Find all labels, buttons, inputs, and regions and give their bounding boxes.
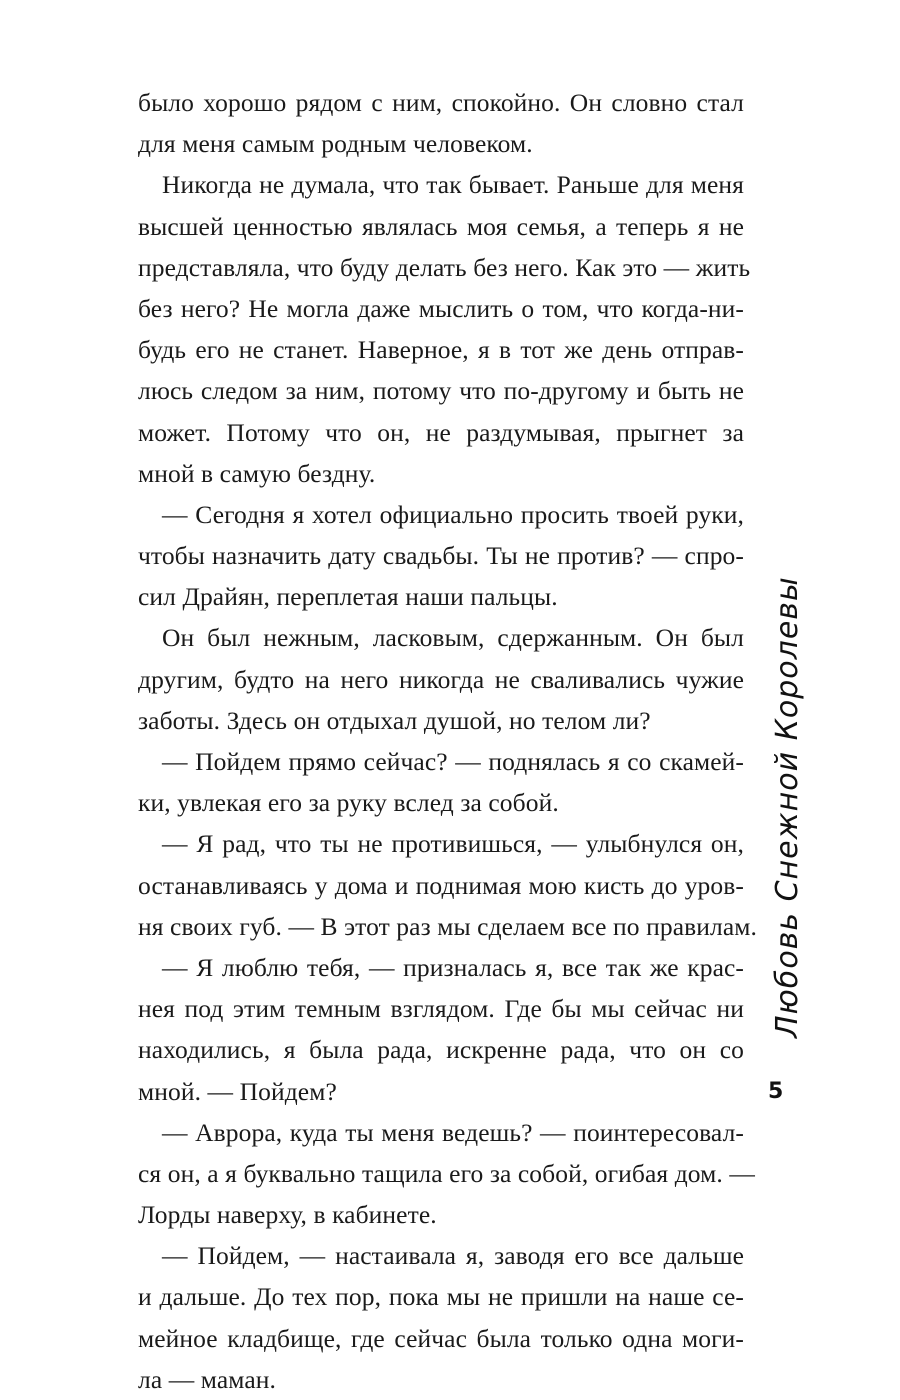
text-line: нея под этим темным взглядом. Где бы мы сейчас ни <box>138 994 744 1024</box>
text-line: другим, будто на него никогда не сваливались чужие <box>138 664 744 694</box>
text-line: — Аврора, куда ты меня ведешь? — поинтересовал- <box>162 1117 744 1147</box>
text-line: сил Драйян, переплетая наши пальцы. <box>138 582 558 612</box>
text-line: для меня самым родным человеком. <box>138 129 533 159</box>
text-line: останавливаясь у дома и поднимая мою кисть до уров- <box>138 870 744 900</box>
text-line: — Пойдем, — настаивала я, заводя его все дальше <box>162 1241 744 1271</box>
body-text <box>138 82 757 1400</box>
text-line: — Сегодня я хотел официально просить твоей руки, <box>162 499 744 529</box>
text-line: представляла, что буду делать без него. Как это — жить <box>138 252 751 282</box>
text-line: Лорды наверху, в кабинете. <box>138 1200 437 1230</box>
text-line: без него? Не могла даже мыслить о том, что когда-ни- <box>138 293 744 323</box>
text-line: и дальше. До тех пор, пока мы не пришли на наше се- <box>138 1282 744 1312</box>
text-line: чтобы назначить дату свадьбы. Ты не против? — спро- <box>138 541 744 571</box>
text-line: заботы. Здесь он отдыхал душой, но телом ли? <box>138 705 651 735</box>
text-line: ня своих губ. — В этот раз мы сделаем все по правилам. <box>138 911 757 941</box>
text-line: будь его не станет. Наверное, я в тот же день отправ- <box>138 335 744 365</box>
text-line: может. Потому что он, не раздумывая, прыгнет за <box>138 417 744 447</box>
text-line: было хорошо рядом с ним, спокойно. Он словно стал <box>138 88 744 117</box>
text-line: мейное кладбище, где сейчас была только одна моги- <box>138 1323 744 1353</box>
text-line: находились, я была рада, искренне рада, что он со <box>138 1035 744 1065</box>
text-line: — Пойдем прямо сейчас? — поднялась я со скамей- <box>162 747 744 776</box>
text-line: ся он, а я буквально тащила его за собой, огибая дом. — <box>138 1158 755 1188</box>
text-line: мной в самую бездну. <box>138 458 376 488</box>
text-line: Он был нежным, ласковым, сдержанным. Он был <box>162 623 744 653</box>
text-line: Никогда не думала, что так бывает. Раньше для меня <box>162 170 744 200</box>
page-number: 5 <box>768 1079 784 1104</box>
text-line: высшей ценностью являлась моя семья, а теперь я не <box>138 211 744 241</box>
text-line: — Я рад, что ты не противишься, — улыбнулся он, <box>162 829 744 859</box>
text-line: — Я люблю тебя, — призналась я, все так же крас- <box>162 952 744 982</box>
text-line: мной. — Пойдем? <box>138 1076 337 1106</box>
running-title: Любовь Снежной Королевы <box>770 576 805 1038</box>
text-line: люсь следом за ним, потому что по-другому и быть не <box>138 376 744 406</box>
text-line: ки, увлекая его за руку вслед за собой. <box>138 788 559 818</box>
text-line: ла — маман. <box>138 1364 276 1394</box>
